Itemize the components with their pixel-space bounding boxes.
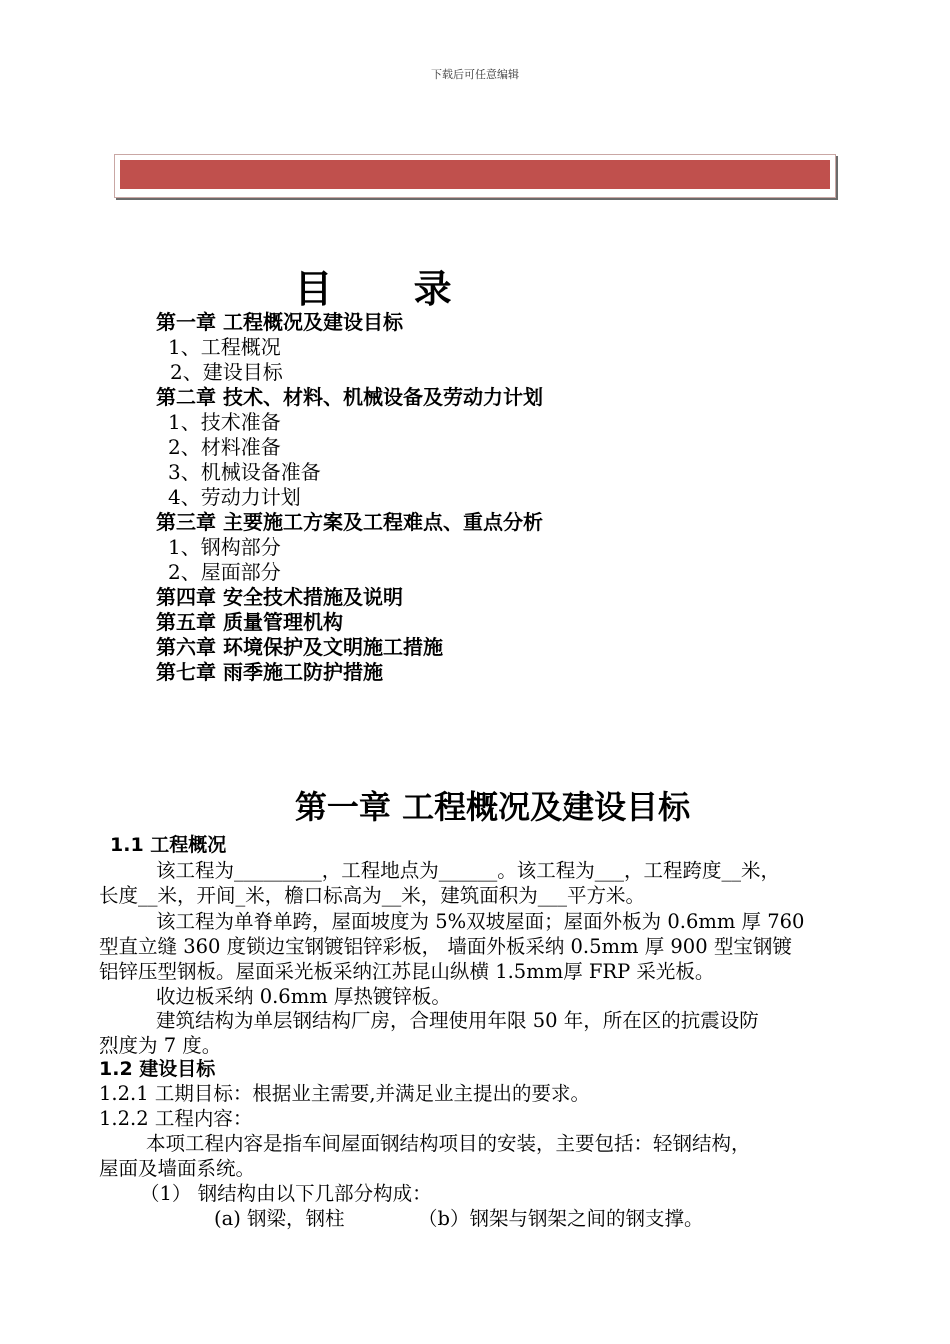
header-note: 下载后可任意编辑	[431, 68, 519, 81]
paragraph-line: 烈度为 7 度。	[99, 1034, 222, 1057]
paragraph-line: 1.2.1 工期目标：根据业主需要,并满足业主提出的要求。	[99, 1082, 591, 1105]
chapter-heading: 第一章 工程概况及建设目标	[294, 788, 691, 826]
toc-item: 1、工程概况	[168, 335, 281, 359]
toc-item: 4、劳动力计划	[168, 485, 301, 509]
paragraph-line: 1.2.2 工程内容：	[99, 1107, 253, 1130]
paragraph-line: 该工程为_________，工程地点为______。该工程为___，工程跨度__米，	[156, 859, 781, 882]
toc-item: 2、材料准备	[168, 435, 281, 459]
toc-item: 第一章 工程概况及建设目标	[156, 310, 403, 334]
toc-item: 第四章 安全技术措施及说明	[156, 585, 403, 609]
decorative-banner	[114, 154, 836, 198]
paragraph-line: 该工程为单脊单跨，屋面坡度为 5%双坡屋面；屋面外板为 0.6mm 厚 760	[156, 910, 805, 933]
paragraph-line: 本项工程内容是指车间屋面钢结构项目的安装，主要包括：轻钢结构，	[146, 1132, 751, 1155]
toc-item: 3、机械设备准备	[168, 460, 321, 484]
paragraph-line: 长度__米，开间_米，檐口标高为__米，建筑面积为___平方米。	[99, 884, 646, 907]
list-item: （b）钢架与钢架之间的钢支撑。	[418, 1207, 704, 1230]
paragraph-line: 铝锌压型钢板。屋面采光板采纳江苏昆山纵横 1.5mm厚 FRP 采光板。	[99, 960, 715, 983]
toc-item: 第七章 雨季施工防护措施	[156, 660, 383, 684]
paragraph-line: 收边板采纳 0.6mm 厚热镀锌板。	[156, 985, 451, 1008]
toc-item: 1、技术准备	[168, 410, 281, 434]
toc-item: 第五章 质量管理机构	[156, 610, 343, 634]
toc-item: 1、钢构部分	[168, 535, 281, 559]
list-item: （1） 钢结构由以下几部分构成：	[140, 1182, 432, 1205]
toc-item: 2、屋面部分	[168, 560, 281, 584]
paragraph-line: 建筑结构为单层钢结构厂房，合理使用年限 50 年，所在区的抗震设防	[156, 1009, 759, 1032]
section-heading: 1.1 工程概况	[110, 834, 227, 856]
paragraph-line: 型直立缝 360 度锁边宝钢镀铝锌彩板， 墙面外板采纳 0.5mm 厚 900 型宝钢镀	[99, 935, 792, 958]
toc-item: 第六章 环境保护及文明施工措施	[156, 635, 443, 659]
section-heading: 1.2 建设目标	[99, 1058, 216, 1080]
toc-title: 目 录	[294, 266, 486, 311]
toc-item: 2、建设目标	[170, 360, 283, 384]
banner-fill	[120, 160, 830, 189]
paragraph-line: 屋面及墙面系统。	[99, 1157, 256, 1180]
list-item: (a) 钢梁，钢柱	[214, 1207, 345, 1230]
toc-item: 第三章 主要施工方案及工程难点、重点分析	[156, 510, 543, 534]
toc-item: 第二章 技术、材料、机械设备及劳动力计划	[156, 385, 543, 409]
